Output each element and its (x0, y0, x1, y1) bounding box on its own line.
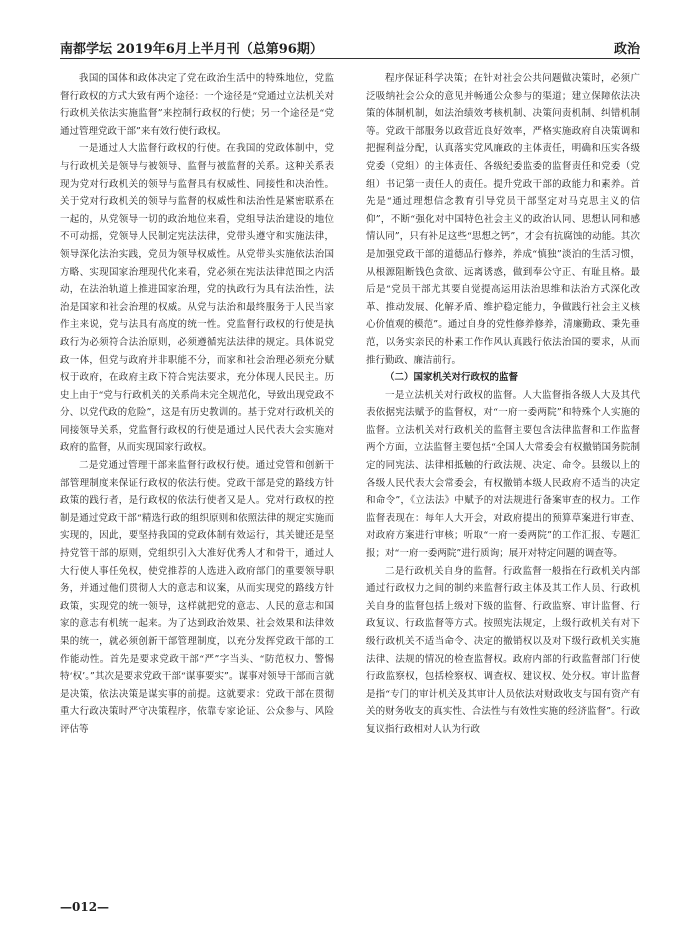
paragraph: 我国的国体和政体决定了党在政治生活中的特殊地位，党监督行政权的方式大致有两个途径：一个途径是“党通过立法机关对行政机关依法实施监督”来控制行政权的行使；另一个途径是“党通过管理党政干部”来有效行使行政权。 (60, 73, 334, 137)
section-heading: （二）国家机关对行政权的监督 (385, 372, 519, 384)
section-label: 政治 (613, 42, 640, 57)
right-column (366, 70, 640, 890)
paragraph: 二是行政机关自身的监督。行政监督一般指在行政机关内部通过行政权力之间的制约来监督行政主体及其工作人员、行政机关自身的监督包括上级对下级的监督、行政监察、审计监督、行政复议、行政监督等方式。按照宪法规定，上级行政机关有对下级行政机关不适当命令、决定的撤销权以及对下级行政机关实施法律、法规的情况的检查监督权。政府内部的行政监督部门行使行政监察权，包括检察权、调查权、建议权、处分权。审计监督是指“专门的审计机关及其审计人员依法对财政收支与国有资产有关的财务收支的真实性、合法性与有效性实施的经济监督”。行政复议指行政相对人认为行政 (366, 565, 640, 735)
journal-title: 南都学坛 2019年6月上半月刊（总第96期） (60, 42, 323, 57)
header-rule (60, 58, 640, 59)
paragraph: 二是党通过管理干部来监督行政权行使。通过党管和创新干部管理制度来保证行政权的依法行使。党政干部是党的路线方针政策的践行者，是行政权的依法行使者又是人。党对行政权的控制是通过党政干部“精选行政的组织原则和依照法律的规定实施而实现的，因此，要坚持我国的党政体制有效运行，其关键还是坚持党管干部的原则，党组织引入大准好优秀人才和骨干，通过人大行使人事任免权，使党推荐的人选进入政府部门的重要领导职务，并通过他们贯彻人大的意志和议案，从而实现党的路线方针政策，实现党的统一领导，这样就把党的意志、人民的意志和国家的意志有机统一起来。为了达到政治效果、社会效果和法律效果的统一，就必须创新干部管理制度，以充分发挥党政干部的工作能动性。首先是要求党政干部“严”字当头、“防范权力、警惕特‘权’。”其次是要求党政干部“谋事要实”。谋事对领导干部而言就是决策，依法决策是谋实事的前提。这就要求：党政干部在贯彻重大行政决策时严守决策程序，依靠专家论证、公众参与、风险评估等 (60, 460, 334, 735)
paragraph: 一是通过人大监督行政权的行使。在我国的党政体制中，党与行政机关是领导与被领导、监督与被监督的关系。这种关系表现为党对行政机关的领导与监督具有权威性、同接性和决治性。关于党对行政机关的领导与监督的权威性和法治性是紧密联系在一起的，从党领导一切的政治地位来看，党组导法治建设的地位不可动摇，党领导人民制定宪法法律，党带头遵守和实施法律，领导深化法治实践，党员为领导权威性。从党带头实施依法治国方略、实现国家治理现代化来看，党必须在宪法法律范围之内活动，在法治轨道上推进国家治理，党的执政行为具有法治性，法治是国家和社会治理的权威。从党与法治和最终服务于人民当家作主来说，党与法具有高度的统一性。党监督行政权的行使是执政行为必须符合法治原则，必须遵循宪法法律的规定。具体说党政一体，但党与政府并非职能不分，而家和社会治理必须充分赋权于政府，在政府主政下符合宪法要求，充分体现人民民主。历史上由于“党与行政机关的关系尚未完全规范化，导致出现党政不分、以党代政的危险”，这是有历史教训的。基于党对行政机关的同接领导关系，党监督行政权的行使是通过人民代表大会实施对政府的监督，从而实现国家行政权。 (60, 143, 334, 454)
left-column (60, 70, 334, 890)
paragraph: 程序保证科学决策；在针对社会公共问题做决策时，必须广泛吸纳社会公众的意见并畅通公众参与的渠道；建立保障依法决策的体制机制，如法治绩效考核机制、决策问责机制、纠错机制等。党政干部服务以政营近良好效率，严格实施政府自决策调和把握利益分配，认真落实党风廉政的主体责任，明确和压实各级党委（党组）的主体责任、各级纪委监委的监督责任和党委（党组）书记第一责任人的责任。提升党政干部的政能力和素养。首先是“通过理想信念教育引导党员干部坚定对马克思主义的信仰”，不断“强化对中国特色社会主义的政治认同、思想认同和感情认同”，只有补足这些“思想之钙”，才会有抗腐蚀的动能。其次是加强党政干部的道德品行修养，养成“慎独”淡泊的生活习惯，从根源阻断钱色贪欲、远离诱惑，做到奉公守正、有耻且格。最后是“党员干部尤其要自觉提高运用法治思维和法治方式深化改革、推动发展、化解矛盾、维护稳定能力，争做践行社会主义核心价值观的模范”。通过自身的党性修养修养，清廉勤政、秉先垂范，以务实亲民的朴素工作作风认真践行依法治国的要求，从而推行勤政、廉洁前行。 (366, 73, 640, 366)
page-header (60, 36, 640, 58)
page-number: —012— (60, 900, 110, 914)
paragraph: 一是立法机关对行政权的监督。人大监督指各级人大及其代表依据宪法赋予的监督权，对“一府一委两院”和特殊个人实施的监督。立法机关对行政机关的监督主要包含法律监督和工作监督两个方面，立法监督主要包括“全国人大常委会有权撤销国务院制定的同宪法、法律相抵触的行政法规、决定、命令。县级以上的各级人民代表大会常委会，有权撤销本级人民政府不适当的决定和命令”，《立法法》中赋予的对法规进行备案审查的权力。工作监督表现在：每年人大开会，对政府提出的预算草案进行审查、对政府方案进行审核；听取“一府一委两院”的工作汇报、专题汇报；对“一府一委两院”进行质询；展开对特定问题的调查等。 (366, 389, 640, 560)
